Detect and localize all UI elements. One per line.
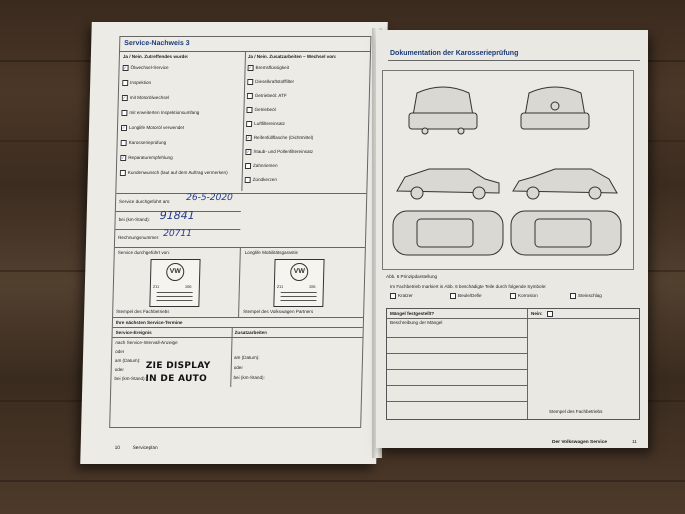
right-check-label: Staub- und Pollenfiltereinsatz — [253, 149, 314, 155]
right-check-item — [248, 65, 366, 71]
right-check-checkbox[interactable] — [246, 107, 252, 113]
left-check-item — [122, 80, 240, 86]
left-page — [80, 22, 388, 464]
stamp-right-num-a: 211 — [276, 284, 284, 289]
col-left-header: Ja / Nein. Zutreffendes wurde: — [122, 54, 189, 59]
legend-label: Steinschlag — [578, 293, 602, 299]
left-check-item — [121, 140, 239, 146]
wood-grain — [0, 480, 685, 482]
left-check-checkbox[interactable]: ✓ — [123, 65, 128, 70]
legend-item — [570, 293, 602, 299]
right-check-label: Reifenfüllflasche (Dichtmittel) — [253, 135, 314, 141]
invoice-value: 20711 — [163, 229, 193, 239]
next-service-right-row: bei (km-Stand): — [233, 375, 265, 380]
left-check-label: Kundenwunsch (laut auf dem Auftrag vermerken) — [127, 170, 228, 176]
vw-logo-icon: VW — [290, 263, 308, 281]
left-page-number: 10 — [114, 446, 121, 451]
service-stamp-label: Service durchgeführt von: — [117, 250, 171, 255]
dealer-stamp-right — [273, 259, 324, 307]
car-top-view-left — [393, 211, 503, 255]
right-check-checkbox[interactable] — [245, 177, 251, 183]
service-booklet — [86, 10, 658, 464]
left-check-item — [120, 155, 238, 161]
right-stamp-caption: Stempel des Fachbetriebs — [549, 409, 603, 414]
right-check-label: Zündkerzen — [252, 177, 277, 183]
right-check-checkbox[interactable]: ✓ — [248, 65, 253, 70]
legend-label: Korrosion — [518, 293, 538, 299]
left-check-label: Reparaturempfehlung — [128, 155, 173, 161]
right-check-checkbox[interactable] — [245, 163, 251, 169]
figure-caption: Abb. 6 Prinzipdarstellung — [386, 274, 438, 279]
right-check-checkbox[interactable] — [246, 121, 252, 127]
legend-symbol-icon — [390, 293, 396, 299]
legend-item — [390, 293, 413, 299]
col-right-header: Ja / Nein. Zusatzarbeiten – Wechsel von: — [247, 54, 337, 59]
right-check-item — [246, 107, 364, 113]
right-check-checkbox[interactable] — [247, 79, 253, 85]
right-check-label: Dieselkraftstofffilter — [255, 79, 295, 85]
defects-none-checkbox[interactable] — [547, 311, 553, 317]
legend-symbol-icon — [450, 293, 456, 299]
right-page-number: 11 — [632, 440, 637, 445]
invoice-label: Rechnungsnummer: — [118, 235, 160, 240]
left-check-label: Karosserieprüfung — [128, 140, 167, 146]
next-service-title: Ihre nächsten Service-Termine — [115, 320, 183, 325]
handwritten-note-1: ZIE DISPLAY — [145, 361, 211, 371]
left-check-checkbox[interactable] — [122, 80, 128, 86]
legend-label: Beule/Delle — [458, 293, 482, 299]
left-check-label: mit erweiterten Inspektionsumfang — [129, 110, 200, 116]
defects-none-label: Nein: — [531, 311, 543, 316]
next-col-left: Service-Ereignis — [115, 330, 152, 335]
vw-logo-icon: VW — [166, 263, 184, 281]
right-check-item — [245, 177, 363, 183]
left-check-item — [121, 125, 239, 131]
left-check-checkbox[interactable] — [120, 170, 126, 176]
car-side-view-right — [513, 169, 617, 199]
left-check-label: Ölwechsel-Service — [130, 65, 169, 71]
left-page-title: Service-Nachweis 3 — [124, 40, 190, 47]
left-check-label: mit Motorölwechsel — [129, 95, 170, 101]
right-check-item — [247, 79, 365, 85]
legend-symbol-icon — [570, 293, 576, 299]
left-check-label: Longlife Motoröl verwendet — [128, 125, 185, 131]
left-check-item — [123, 65, 241, 71]
left-check-item — [121, 110, 239, 116]
legend-label: Kratzer — [398, 293, 413, 299]
car-top-view-right — [511, 211, 621, 255]
left-check-checkbox[interactable] — [121, 140, 127, 146]
stamp-left-num-a: 211 — [152, 284, 160, 289]
right-check-item — [246, 135, 364, 141]
right-check-item — [247, 93, 365, 99]
left-check-checkbox[interactable] — [121, 110, 127, 116]
right-check-label: Luftfiltereinsatz — [254, 121, 286, 127]
left-check-item — [120, 170, 238, 176]
right-check-label: Bremsflüssigkeit — [255, 65, 290, 71]
next-service-right-row: am (Datum): — [233, 355, 260, 360]
right-check-label: Getriebeöl: ATF — [254, 93, 287, 99]
legend-intro: Im Fachbetrieb markiert in Abb. 6 beschädigte Teile durch folgende Symbole: — [390, 284, 547, 289]
legend-symbol-icon — [510, 293, 516, 299]
stamp-right-num-b: 106 — [308, 284, 316, 289]
right-check-checkbox[interactable] — [247, 93, 253, 99]
next-service-row: oder — [114, 367, 124, 372]
dealer-stamp-left: VW 211 106 ​ — [149, 259, 200, 307]
right-page-title: Dokumentation der Karosserieprüfung — [390, 50, 519, 57]
car-side-view-left — [397, 169, 499, 199]
km-value: 91841 — [159, 209, 195, 222]
stamp-caption-right: Stempel des Volkswagen Partners — [243, 309, 314, 314]
left-check-checkbox[interactable]: ✓ — [121, 125, 126, 130]
right-check-label: Getriebeöl — [254, 107, 276, 113]
longlife-label: Longlife Mobilitätsgarantie — [244, 250, 299, 255]
handwritten-note-2: IN DE AUTO — [145, 374, 208, 384]
left-check-label: Inspektion — [130, 80, 152, 86]
next-service-right-row: oder — [233, 365, 244, 370]
stamp-caption-left: Stempel des Fachbetriebs — [116, 309, 170, 314]
right-check-label: Zahnriemen — [252, 163, 278, 169]
right-footer-label: Der Volkswagen Service — [552, 440, 608, 445]
legend-item — [510, 293, 538, 299]
left-footer-label: Serviceplan — [132, 446, 158, 451]
right-check-item — [246, 121, 364, 127]
car-rear-view — [409, 87, 477, 134]
km-label: bei (km-Stand): — [118, 217, 151, 222]
left-check-item — [122, 95, 240, 101]
left-check-checkbox[interactable]: ✓ — [121, 155, 125, 160]
next-service-row: oder — [115, 349, 125, 354]
car-outline-drawings — [383, 71, 633, 269]
defects-header: Mängel festgestellt? — [390, 311, 435, 316]
next-service-row: nach Service-Intervall-Anzeige — [115, 340, 178, 345]
car-front-view — [521, 87, 589, 129]
defects-table — [386, 308, 640, 420]
right-check-item — [245, 163, 363, 169]
next-service-row: bei (km-Stand): — [114, 376, 146, 381]
date-label: Service durchgeführt am: — [119, 199, 171, 204]
right-check-item — [245, 149, 363, 155]
car-body-diagram — [382, 70, 634, 270]
stamp-left-num-b: 106 — [184, 284, 192, 289]
service-form — [109, 36, 371, 428]
right-check-checkbox[interactable]: ✓ — [246, 149, 250, 154]
date-value: 26-5-2020 — [186, 193, 233, 203]
right-page — [376, 30, 648, 448]
next-service-row: am (Datum): — [114, 358, 141, 363]
legend-item — [450, 293, 482, 299]
next-col-right: Zusatzarbeiten — [234, 330, 268, 335]
defects-description-label: Beschreibung der Mängel — [390, 320, 443, 325]
right-check-checkbox[interactable]: ✓ — [246, 135, 251, 140]
left-check-checkbox[interactable]: ✓ — [122, 95, 127, 100]
